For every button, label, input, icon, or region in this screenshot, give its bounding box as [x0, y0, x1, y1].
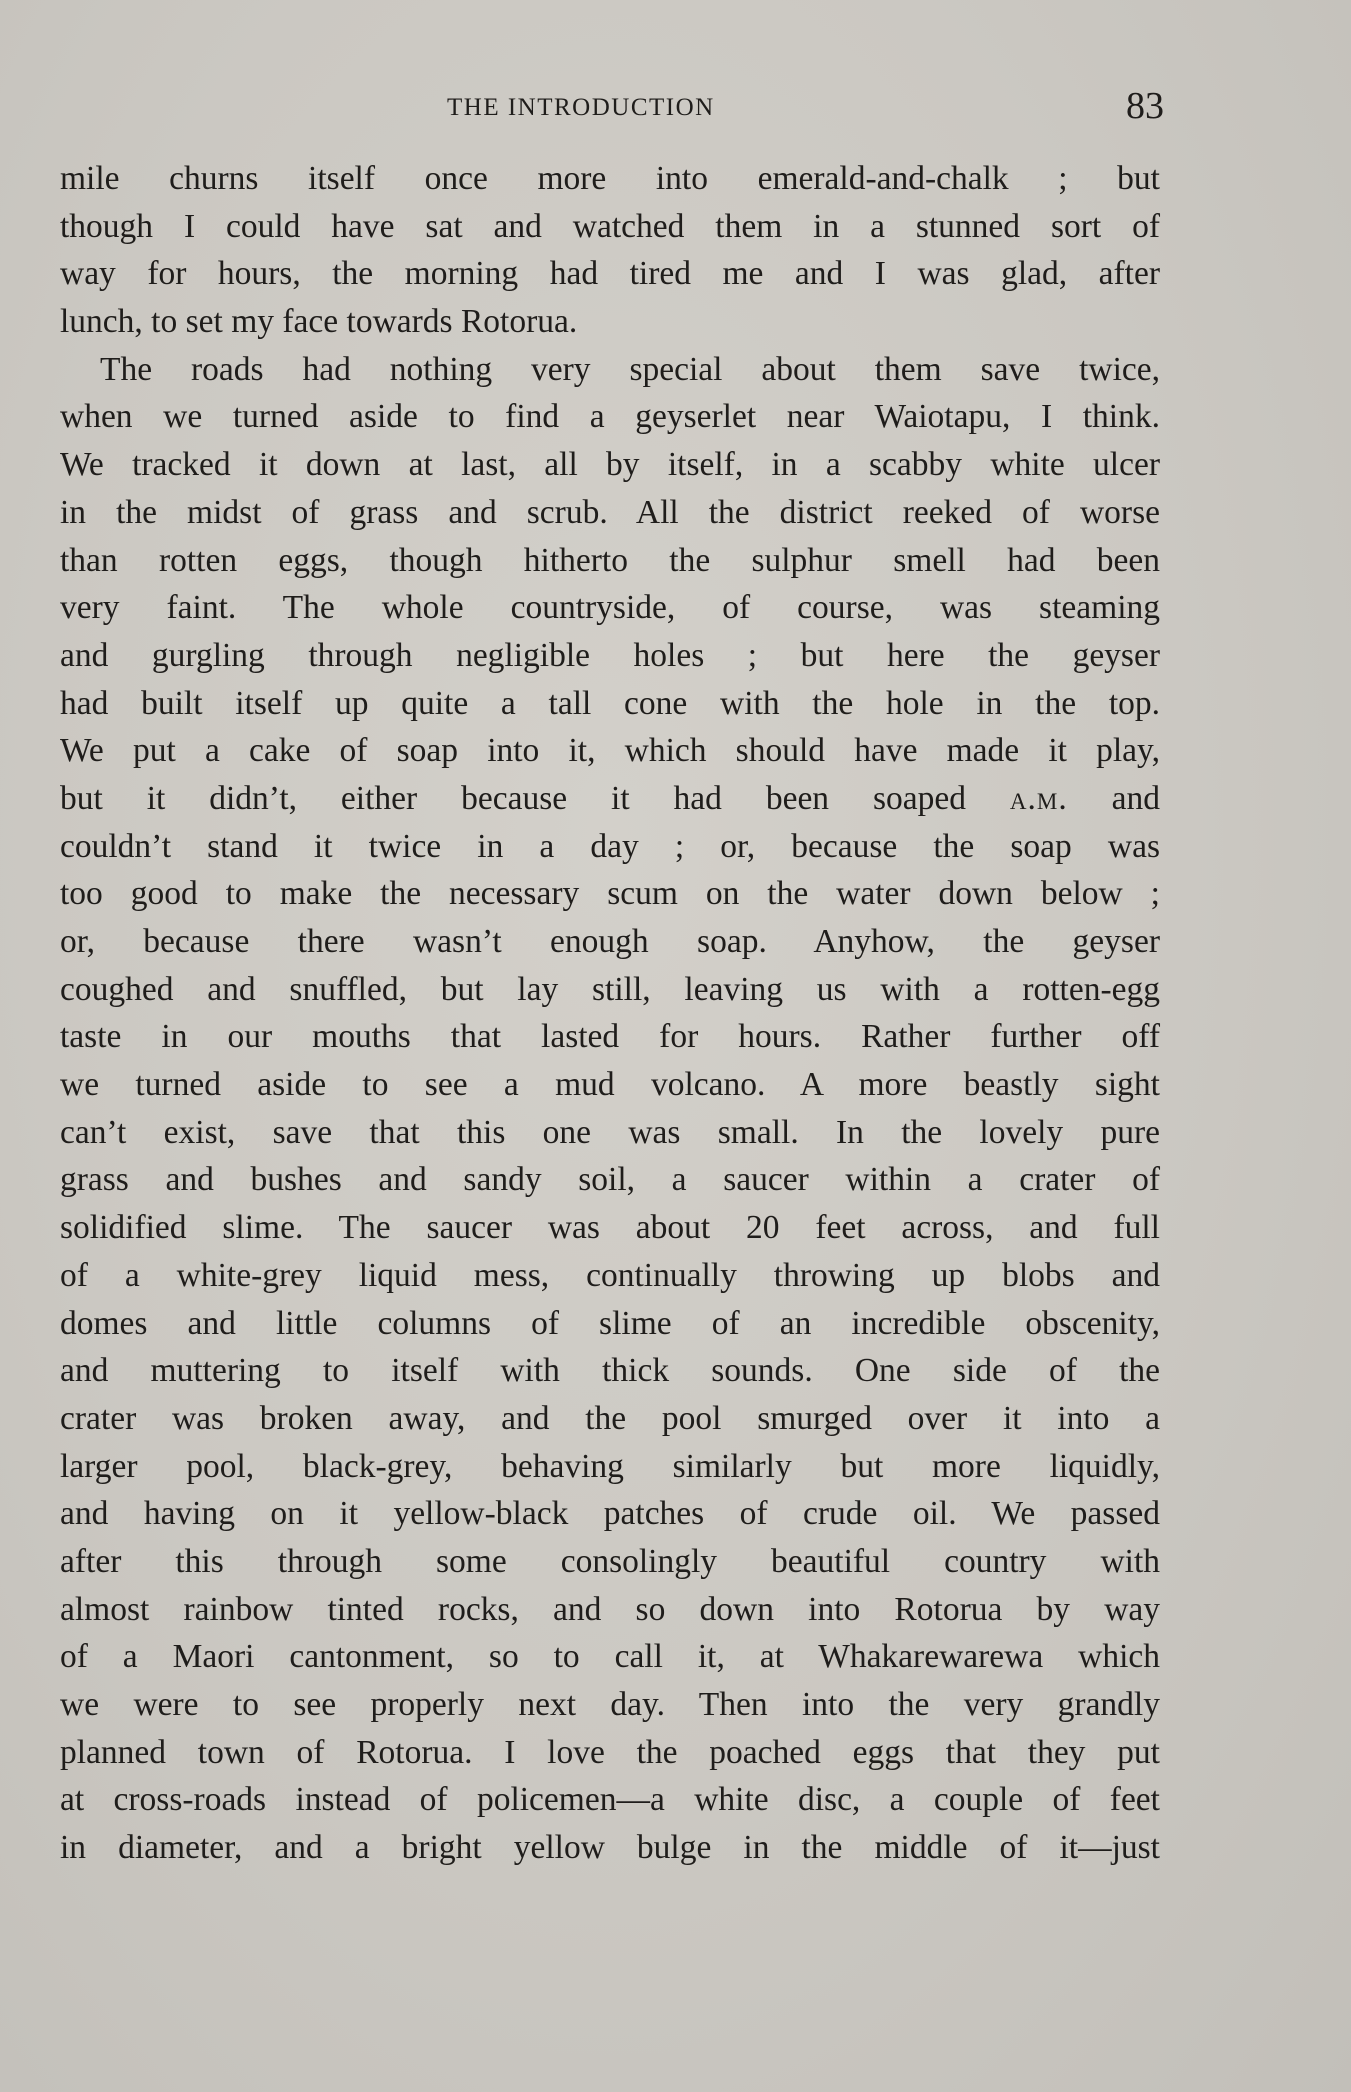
text-line: when we turned aside to find a geyserlet near Waiotapu, I think.: [60, 398, 1160, 436]
line-segment: but it didn’t, either because it had been soaped: [60, 779, 966, 817]
text-line: we turned aside to see a mud volcano. A more beastly sight: [60, 1066, 1160, 1104]
text-line: and gurgling through negligible holes ; but here the geyser: [60, 636, 1160, 674]
text-line: solidified slime. The saucer was about 20 feet across, and full: [60, 1209, 1160, 1247]
text-line: we were to see properly next day. Then into the very grandly: [60, 1686, 1160, 1723]
paragraph-first-line: The roads had nothing very special about them save twice,: [100, 350, 1160, 388]
text-line: planned town of Rotorua. I love the poached eggs that they put: [60, 1733, 1160, 1771]
text-line: We put a cake of soap into it, which should have made it play,: [60, 732, 1160, 770]
text-line: in the midst of grass and scrub. All the district reeked of worse: [60, 493, 1160, 531]
text-line: mile churns itself once more into emerald-and-chalk ; but: [60, 160, 1160, 197]
text-line: almost rainbow tinted rocks, and so down into Rotorua by way: [60, 1590, 1160, 1628]
body-text: [60, 155, 1160, 1872]
line-segment: and: [1111, 779, 1161, 817]
text-line: taste in our mouths that lasted for hours. Rather further off: [60, 1018, 1160, 1056]
text-line: larger pool, black-grey, behaving similarly but more liquidly,: [60, 1447, 1160, 1485]
text-line: or, because there wasn’t enough soap. Anyhow, the geyser: [60, 923, 1160, 960]
smallcaps-abbreviation: a.m.: [1009, 779, 1068, 817]
text-line: in diameter, and a bright yellow bulge in the middle of it—just: [60, 1829, 1160, 1867]
text-line: after this through some consolingly beautiful country with: [60, 1542, 1160, 1580]
text-line: than rotten eggs, though hitherto the sulphur smell had been: [60, 541, 1160, 579]
text-line: and muttering to itself with thick sounds. One side of the: [60, 1352, 1160, 1390]
text-line-with-smallcaps: [60, 775, 1160, 823]
page-number: 83: [1126, 85, 1164, 127]
text-line: domes and little columns of slime of an incredible obscenity,: [60, 1304, 1160, 1342]
text-line: too good to make the necessary scum on the water down below ;: [60, 875, 1160, 913]
text-line: had built itself up quite a tall cone with the hole in the top.: [60, 684, 1160, 722]
text-line: though I could have sat and watched them in a stunned sort of: [60, 207, 1160, 245]
text-line: crater was broken away, and the pool smurged over it into a: [60, 1399, 1160, 1437]
text-line: lunch, to set my face towards Rotorua.: [60, 303, 578, 341]
text-line: very faint. The whole countryside, of course, was steaming: [60, 589, 1160, 627]
text-line: way for hours, the morning had tired me and I was glad, after: [60, 255, 1160, 293]
text-line: can’t exist, save that this one was small. In the lovely pure: [60, 1113, 1160, 1151]
text-line: at cross-roads instead of policemen—a white disc, a couple of feet: [60, 1781, 1160, 1819]
text-line: couldn’t stand it twice in a day ; or, because the soap was: [60, 827, 1160, 865]
text-line: of a Maori cantonment, so to call it, at Whakarewarewa which: [60, 1638, 1160, 1676]
text-line: of a white-grey liquid mess, continually throwing up blobs and: [60, 1256, 1160, 1294]
running-head: [60, 85, 1164, 128]
text-line: grass and bushes and sandy soil, a saucer within a crater of: [60, 1161, 1160, 1199]
text-line: We tracked it down at last, all by itself, in a scabby white ulcer: [60, 446, 1160, 484]
text-line: coughed and snuffled, but lay still, leaving us with a rotten-egg: [60, 970, 1160, 1008]
text-line: and having on it yellow-black patches of crude oil. We passed: [60, 1495, 1160, 1533]
chapter-title: THE INTRODUCTION: [447, 94, 715, 121]
